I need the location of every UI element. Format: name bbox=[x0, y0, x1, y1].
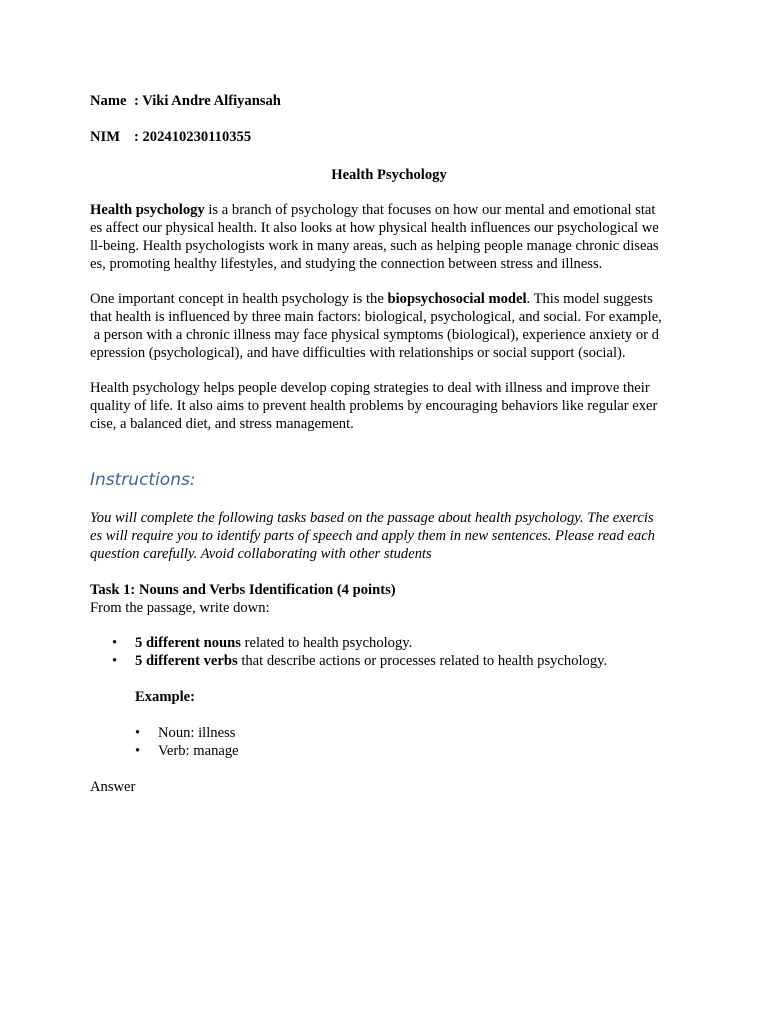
paragraph-coping bbox=[90, 379, 680, 433]
task1-bullet-list bbox=[90, 634, 680, 670]
document-page bbox=[90, 92, 680, 796]
paragraph2-line4: epression (psychological), and have difficulties with relationships or social support (social). bbox=[90, 345, 626, 361]
paragraph1-line3: ll-being. Health psychologists work in many areas, such as helping people manage chronic diseas bbox=[90, 238, 659, 254]
paragraph1-line2: es affect our physical health. It also looks at how physical health influences our psychological we bbox=[90, 220, 659, 236]
nouns-requirement-rest: related to health psychology. bbox=[240, 635, 413, 651]
instructions-line2: es will require you to identify parts of speech and apply them in new sentences. Please read each bbox=[90, 528, 655, 544]
nim-field bbox=[90, 128, 680, 148]
instructions-text bbox=[90, 509, 680, 563]
task1-subtitle: From the passage, write down: bbox=[90, 600, 270, 616]
paragraph1-line4: es, promoting healthy lifestyles, and studying the connection between stress and illness. bbox=[90, 256, 603, 272]
document-title: Health Psychology bbox=[331, 167, 447, 183]
list-item bbox=[90, 652, 680, 670]
paragraph1-line1: is a branch of psychology that focuses on how our mental and emotional stat bbox=[204, 202, 656, 218]
paragraph2-line1-post: . This model suggests bbox=[526, 291, 653, 307]
verbs-requirement: 5 different verbs bbox=[135, 653, 238, 669]
example-noun: • Noun: illness bbox=[90, 724, 680, 742]
nim-label: NIM bbox=[90, 129, 120, 145]
task1-section bbox=[90, 581, 680, 760]
paragraph3-line2: quality of life. It also aims to prevent health problems by encouraging behaviors like regular exer bbox=[90, 398, 658, 414]
answer-label: Answer bbox=[90, 779, 136, 795]
example-verb: • Verb: manage bbox=[90, 742, 680, 760]
name-field bbox=[90, 92, 680, 112]
paragraph3-line1: Health psychology helps people develop coping strategies to deal with illness and improve their bbox=[90, 380, 650, 396]
nim-value: : 202410230110355 bbox=[134, 129, 252, 145]
task1-title: Task 1: Nouns and Verbs Identification (4 points) bbox=[90, 582, 396, 598]
paragraph2-line3: a person with a chronic illness may face physical symptoms (biological), experience anxiety or d bbox=[90, 327, 659, 343]
example-label: Example: bbox=[135, 689, 195, 705]
name-label: Name bbox=[90, 93, 127, 109]
biopsychosocial-term: biopsychosocial model bbox=[387, 291, 527, 307]
paragraph-intro bbox=[90, 201, 680, 273]
instructions-line1: You will complete the following tasks based on the passage about health psychology. The exercis bbox=[90, 510, 654, 526]
instructions-line3: question carefully. Avoid collaborating with other students bbox=[90, 546, 432, 562]
instructions-heading: Instructions: bbox=[90, 470, 196, 490]
list-item bbox=[90, 634, 680, 652]
health-psychology-term: Health psychology bbox=[90, 202, 205, 218]
paragraph2-line1-pre: One important concept in health psychology is the bbox=[90, 291, 388, 307]
paragraph-biopsychosocial bbox=[90, 290, 680, 362]
nouns-requirement: 5 different nouns bbox=[135, 635, 241, 651]
example-list bbox=[90, 724, 680, 760]
name-value: : Viki Andre Alfiyansah bbox=[134, 93, 281, 109]
paragraph2-line2: that health is influenced by three main factors: biological, psychological, and social. For example, bbox=[90, 309, 662, 325]
verbs-requirement-rest: that describe actions or processes related to health psychology. bbox=[237, 653, 608, 669]
paragraph3-line3: cise, a balanced diet, and stress management. bbox=[90, 416, 354, 432]
